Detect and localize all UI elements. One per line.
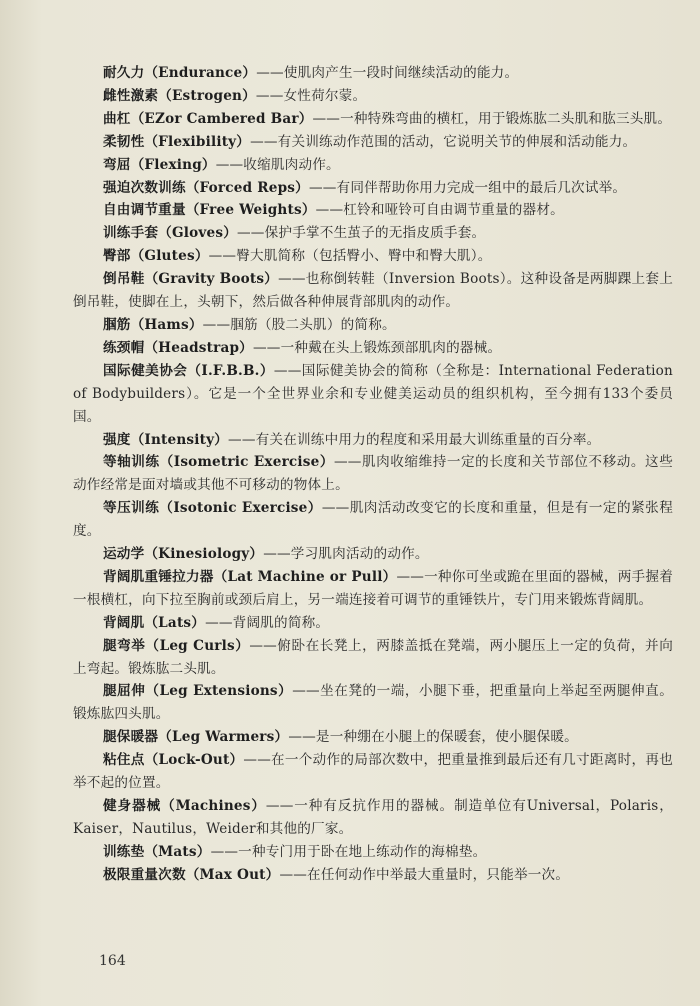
glossary-entry: [73, 635, 673, 681]
entry-definition: ——是一种绷在小腿上的保暖套，使小腿保暖。: [288, 729, 578, 746]
glossary-entry: [73, 108, 673, 131]
glossary-entry: [73, 222, 673, 245]
entry-term: 粘住点（Lock-Out）: [103, 752, 244, 769]
entry-term: 健身器械（Machines）: [103, 798, 266, 814]
entry-definition: ——国际健美协会的简称（全称是：International Federation of Bodybuilders）。它是一个全世界业余和专业健美运动员的组织机构，至今拥有133个委员国。: [73, 362, 673, 425]
entry-term: 等轴训练（Isometric Exercise）: [103, 454, 334, 471]
entry-term: 背阔肌重锤拉力器（Lat Machine or Pull）: [103, 568, 397, 585]
glossary-entry: [73, 268, 673, 314]
entry-definition: ——俯卧在长凳上，两膝盖抵在凳端，两小腿压上一定的负荷，并向上弯起。锻炼肱二头肌。: [73, 637, 673, 677]
entry-definition: ——一种特殊弯曲的横杠，用于锻炼肱二头肌和肱三头肌。: [312, 110, 672, 127]
glossary-entry: [73, 245, 673, 268]
entry-definition: ——学习肌肉活动的动作。: [263, 546, 429, 563]
entry-term: 耐久力（Endurance）: [103, 65, 257, 81]
entry-term: 曲杠（EZor Cambered Bar）: [103, 110, 313, 127]
entry-definition: ——一种专门用于卧在地上练动作的海棉垫。: [210, 843, 487, 860]
glossary-entry: [73, 543, 673, 566]
entry-term: 臀部（Glutes）: [103, 248, 209, 265]
glossary-entry: [73, 749, 673, 795]
entry-definition: ——女性荷尔蒙。: [255, 87, 367, 104]
entry-term: 柔韧性（Flexibility）: [103, 133, 251, 150]
entry-term: 训练手套（Gloves）: [103, 225, 238, 242]
glossary-entry: [73, 62, 673, 85]
glossary-entry: [73, 680, 673, 726]
glossary-entry: [73, 566, 673, 612]
glossary-entry: [73, 612, 673, 635]
entry-definition: ——臀大肌简称（包括臀小、臀中和臀大肌）。: [208, 248, 492, 265]
entry-term: 强迫次数训练（Forced Reps）: [103, 179, 309, 196]
entry-term: 倒吊鞋（Gravity Boots）: [103, 271, 279, 288]
glossary-entry: [73, 497, 673, 543]
page-number: 164: [99, 953, 126, 969]
entry-definition: ——有关训练动作范围的活动，它说明关节的伸展和活动能力。: [250, 133, 637, 150]
entry-definition: ——一种有反抗作用的器械。制造单位有Universal，Polaris，Kaiser，Nautilus，Weider和其他的厂家。: [73, 798, 674, 837]
entry-term: 极限重量次数（Max Out）: [103, 866, 280, 883]
glossary-entry: [73, 85, 673, 108]
entry-term: 自由调节重量（Free Weights）: [103, 202, 316, 219]
glossary-entry: [73, 726, 673, 749]
entry-definition: ——肌肉活动改变它的长度和重量，但是有一定的紧张程度。: [73, 500, 673, 540]
entry-term: 弯屈（Flexing）: [103, 156, 216, 173]
entry-term: 强度（Intensity）: [103, 431, 229, 448]
entry-definition: ——杠铃和哑铃可自由调节重量的器材。: [315, 202, 564, 219]
glossary-entry: [73, 429, 673, 452]
glossary-entry: [73, 337, 673, 360]
entry-term: 腿屈伸（Leg Extensions）: [103, 683, 293, 700]
entry-term: 国际健美协会（I.F.B.B.）: [103, 362, 274, 379]
entry-definition: ——坐在凳的一端，小腿下垂，把重量向上举起至两腿伸直。锻炼肱四头肌。: [73, 683, 673, 723]
entry-definition: ——一种你可坐或跪在里面的器械，两手握着一根横杠，向下拉至胸前或颈后肩上，另一端连接着可调节的重锤铁片，专门用来锻炼背阔肌。: [73, 568, 673, 608]
entry-definition: ——在任何动作中举最大重量时，只能举一次。: [279, 866, 570, 883]
glossary-entry: [73, 177, 673, 200]
glossary-entry: [73, 864, 673, 887]
glossary-text: [73, 62, 673, 887]
glossary-entry: [73, 795, 673, 841]
entry-term: 腿弯举（Leg Curls）: [103, 637, 250, 654]
entry-definition: ——保护手掌不生茧子的无指皮质手套。: [237, 225, 486, 242]
entry-term: 背阔肌（Lats）: [103, 614, 206, 631]
entry-definition: ——一种戴在头上锻炼颈部肌肉的器械。: [252, 339, 502, 356]
entry-definition: ——有同伴帮助你用力完成一组中的最后几次试举。: [308, 179, 627, 196]
glossary-entry: [73, 199, 673, 222]
entry-term: 等压训练（Isotonic Exercise）: [103, 500, 322, 517]
entry-definition: ——背阔肌的简称。: [205, 614, 330, 631]
entry-definition: ——肌肉收缩维持一定的长度和关节部位不移动。这些动作经常是面对墙或其他不可移动的物体上。: [73, 454, 673, 494]
entry-term: 雌性激素（Estrogen）: [103, 87, 256, 104]
glossary-entry: [73, 841, 673, 864]
entry-definition: ——腘筋（股二头肌）的简称。: [202, 316, 396, 333]
glossary-entry: [73, 451, 673, 497]
entry-definition: ——在一个动作的局部次数中，把重量推到最后还有几寸距离时，再也举不起的位置。: [73, 752, 674, 792]
entry-definition: ——也称倒转鞋（Inversion Boots）。这种设备是两脚踝上套上倒吊鞋，使脚在上，头朝下，然后做各种伸展背部肌肉的动作。: [73, 271, 673, 311]
glossary-entry: [73, 131, 673, 154]
glossary-entry: [73, 360, 673, 429]
entry-term: 腿保暖器（Leg Warmers）: [103, 729, 289, 746]
entry-definition: ——收缩肌肉动作。: [215, 156, 340, 173]
entry-term: 运动学（Kinesiology）: [103, 546, 264, 563]
entry-term: 练颈帽（Headstrap）: [103, 339, 253, 356]
entry-definition: ——有关在训练中用力的程度和采用最大训练重量的百分率。: [228, 431, 601, 448]
entry-term: 训练垫（Mats）: [103, 843, 211, 860]
entry-term: 腘筋（Hams）: [103, 316, 203, 333]
glossary-entry: [73, 314, 673, 337]
glossary-entry: [73, 154, 673, 177]
entry-definition: ——使肌肉产生一段时间继续活动的能力。: [256, 65, 519, 81]
